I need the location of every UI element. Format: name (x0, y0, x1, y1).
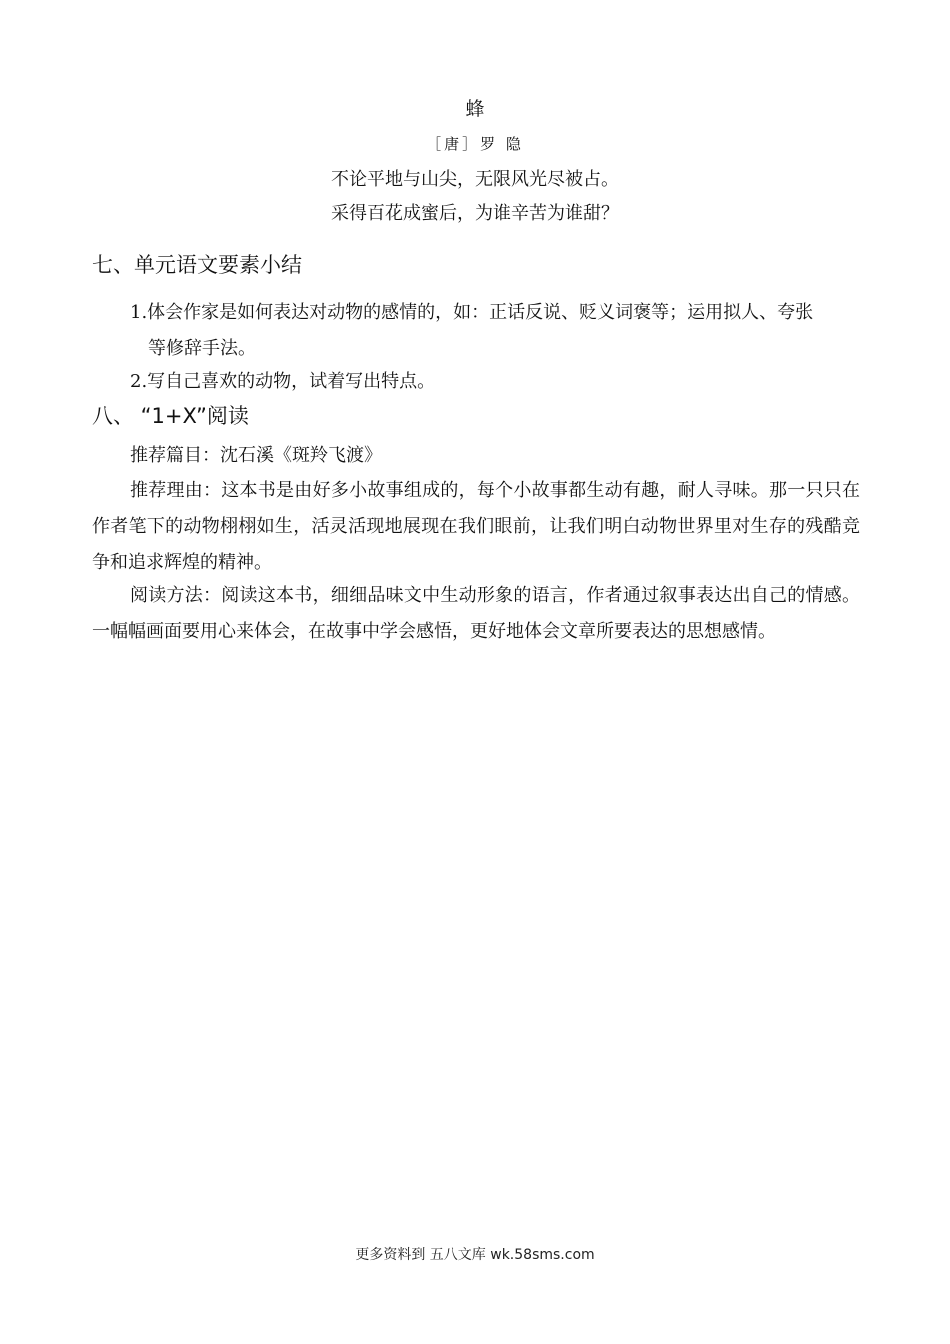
poem-author: ［唐］罗 隐 (426, 135, 524, 153)
poem-title: 蜂 (465, 98, 485, 120)
summary-item-1-line-2: 等修辞手法。 (148, 338, 256, 359)
recommend-reason: 推荐理由：这本书是由好多小故事组成的，每个小故事都生动有趣，耐人寻味。那一只只在作者笔下的动物栩栩如生，活灵活现地展现在我们眼前，让我们明白动物世界里对生存的残酷竞争和追求辉煌的精神。 (92, 480, 860, 573)
summary-item-2: 2.写自己喜欢的动物，试着写出特点。 (130, 371, 436, 392)
section-7-heading: 七、单元语文要素小结 (92, 253, 302, 277)
summary-item-1 (130, 295, 860, 367)
footer-source-note: 更多资料到 五八文库 wk.58sms.com (355, 1247, 595, 1263)
reading-method: 阅读方法：阅读这本书，细细品味文中生动形象的语言，作者通过叙事表达出自己的情感。一幅幅画面要用心来体会，在故事中学会感悟，更好地体会文章所要表达的思想感情。 (92, 585, 860, 642)
poem-line-1: 不论平地与山尖，无限风光尽被占。 (331, 169, 619, 190)
recommended-book: 推荐篇目：沈石溪《斑羚飞渡》 (130, 445, 382, 466)
summary-item-1-line-1: 1.体会作家是如何表达对动物的感情的，如：正话反说、贬义词褒等；运用拟人、夸张 (130, 302, 814, 323)
section-8-heading: 八、 “1+X”阅读 (92, 404, 249, 428)
poem-line-2: 采得百花成蜜后，为谁辛苦为谁甜？ (331, 203, 619, 224)
